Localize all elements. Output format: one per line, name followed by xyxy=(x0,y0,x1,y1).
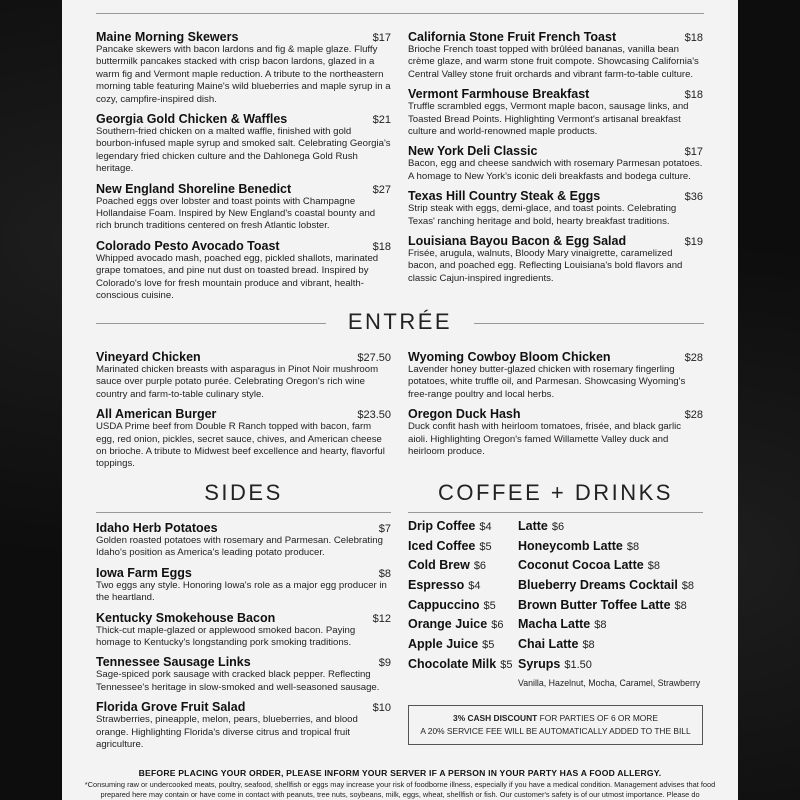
menu-item-name: Vermont Farmhouse Breakfast xyxy=(408,87,590,102)
menu-item xyxy=(408,234,703,285)
drink-item xyxy=(408,558,520,578)
menu-item-name: Texas Hill Country Steak & Eggs xyxy=(408,189,601,204)
menu-item-header xyxy=(96,350,391,364)
drink-name: Apple Juice xyxy=(408,637,479,652)
menu-item-description: Lavender honey butter-glazed chicken with rosemary fingerling potatoes, white truffle oil, and Parmesan. Showcasing Wyoming's free-range poultry and local herbs. xyxy=(408,364,686,400)
allergy-notice: BEFORE PLACING YOUR ORDER, PLEASE INFORM YOUR SERVER IF A PERSON IN YOUR PARTY HAS A FOOD ALLERGY. xyxy=(138,768,662,778)
drink-item xyxy=(408,539,520,559)
menu-item-description: USDA Prime beef from Double R Ranch topped with bacon, farm egg, red onion, pickles, secret sauce, chives, and American cheese on brioche. A tribute to Midwest beef excellence and hearty, flavorful toppings. xyxy=(96,421,385,470)
menu-item xyxy=(408,30,703,81)
menu-item-price: $10 xyxy=(372,702,391,715)
menu-item-description: Golden roasted potatoes with rosemary and Parmesan. Celebrating Idaho's position as America's leading potato producer. xyxy=(96,535,383,559)
menu-item-header xyxy=(96,566,391,580)
drink-price: $4 xyxy=(479,521,492,533)
menu-item-description: Whipped avocado mash, poached egg, pickled shallots, marinated grape tomatoes, and pine nut dust on toasted bread. Inspired by Colorado's love for fresh mountain produce and vibrant, health-conscious cuisine. xyxy=(96,252,379,302)
menu-item-name: New England Shoreline Benedict xyxy=(96,181,292,196)
menu-item xyxy=(96,350,391,401)
drink-price: $5 xyxy=(500,658,513,671)
drink-item xyxy=(408,617,520,637)
drink-name: Blueberry Dreams Cocktail xyxy=(518,578,678,593)
menu-item-description: Truffle scrambled eggs, Vermont maple bacon, sausage links, and Toasted Bread Points. Highlighting Vermont's artisanal breakfast culture and world-renowned maple products. xyxy=(408,101,689,138)
menu-item-header xyxy=(96,30,391,44)
menu-item-description: Brioche French toast topped with brûléed bananas, vanilla bean crème glaze, and warm stone fruit compote. Showcasing California's Central Valley stone fruit orchards and vibrant farm-to-table culture. xyxy=(408,44,699,80)
menu-item-price: $28 xyxy=(684,409,703,422)
drink-name: Syrups xyxy=(518,656,561,671)
menu-item xyxy=(96,655,391,694)
cash-discount-notice xyxy=(408,705,703,745)
menu-item-price: $9 xyxy=(378,657,391,670)
drink-price: $6 xyxy=(473,560,487,573)
menu-item-price: $28 xyxy=(684,352,703,364)
drink-price: $5 xyxy=(482,639,495,652)
drink-price: $8 xyxy=(594,619,607,632)
menu-item-header xyxy=(96,655,391,669)
drink-item xyxy=(518,578,708,598)
menu-item-price: $27 xyxy=(372,183,391,196)
menu-item-name: All American Burger xyxy=(96,407,217,422)
drinks-left-column xyxy=(408,519,520,677)
menu-item-price: $19 xyxy=(684,236,703,249)
menu-item-header xyxy=(408,30,703,44)
notice-line2: A 20% SERVICE FEE WILL BE AUTOMATICALLY ADDED TO THE BILL xyxy=(420,726,691,736)
sides-rule xyxy=(96,512,391,513)
menu-item-name: Maine Morning Skewers xyxy=(96,30,239,44)
menu-item-name: Iowa Farm Eggs xyxy=(96,565,192,580)
menu-item xyxy=(408,87,703,138)
breakfast-right-column xyxy=(408,30,703,291)
menu-item-header xyxy=(96,112,391,126)
menu-item-header xyxy=(96,182,391,196)
menu-item xyxy=(96,30,391,106)
drinks-right-column xyxy=(518,519,708,688)
drink-item xyxy=(518,657,708,677)
drinks-heading: COFFEE + DRINKS xyxy=(438,480,673,505)
menu-item-description: Southern-fried chicken on a malted waffle, finished with gold bourbon-infused maple syrup and smoked salt. Celebrating Georgia's legendary fried chicken culture and the Dahlonega Gold Rush heritage. xyxy=(96,126,391,175)
drink-price: $5 xyxy=(483,599,496,612)
menu-item-header xyxy=(408,189,703,203)
menu-item-header xyxy=(408,234,703,248)
drink-name: Cappuccino xyxy=(408,597,480,612)
menu-item-header xyxy=(408,87,703,101)
entree-heading: ENTRÉE xyxy=(347,309,453,334)
menu-item-name: Vineyard Chicken xyxy=(96,350,201,364)
menu-item-name: Kentucky Smokehouse Bacon xyxy=(96,610,276,625)
drink-item xyxy=(518,558,708,578)
menu-item xyxy=(96,239,391,303)
drink-price: $8 xyxy=(674,599,687,612)
menu-item-name: Wyoming Cowboy Bloom Chicken xyxy=(408,350,611,364)
menu-item-name: Tennessee Sausage Links xyxy=(96,655,251,670)
menu-item-price: $17 xyxy=(372,32,391,44)
drink-name: Honeycomb Latte xyxy=(518,538,623,553)
drink-price: $8 xyxy=(626,540,640,553)
menu-item-header xyxy=(96,611,391,625)
menu-item-header xyxy=(408,407,703,421)
drink-name: Drip Coffee xyxy=(408,519,476,533)
menu-item xyxy=(408,350,703,401)
drink-price: $5 xyxy=(479,540,492,553)
menu-item-description: Bacon, egg and cheese sandwich with rosemary Parmesan potatoes. A homage to New York's iconic deli breakfasts and bodega culture. xyxy=(408,158,703,182)
drink-name: Chocolate Milk xyxy=(408,656,497,671)
menu-item-price: $8 xyxy=(378,567,391,580)
sides-column xyxy=(96,521,391,757)
drink-name: Brown Butter Toffee Latte xyxy=(518,597,671,612)
drink-item xyxy=(408,578,520,598)
drink-name: Latte xyxy=(518,519,548,533)
menu-item-name: New York Deli Classic xyxy=(408,144,538,159)
menu-item-name: Oregon Duck Hash xyxy=(408,407,521,422)
menu-item xyxy=(96,112,391,176)
entree-left-column xyxy=(96,350,391,477)
menu-item-description: Strip steak with eggs, demi-glace, and toast points. Celebrating Texas' ranching heritage and bold, hearty breakfast traditions. xyxy=(408,203,677,227)
menu-item-description: Sage-spiced pork sausage with cracked black pepper. Reflecting Tennessee's heritage in slow-smoked and well-seasoned sausage. xyxy=(96,669,380,693)
menu-item-price: $21 xyxy=(372,114,391,127)
menu-item-header xyxy=(96,239,391,253)
menu-item-name: Florida Grove Fruit Salad xyxy=(96,700,246,715)
menu-item-description: Marinated chicken breasts with asparagus in Pinot Noir mushroom sauce over purple potato purée. Celebrating Oregon's rich wine country and farm-to-table culinary style. xyxy=(96,364,379,400)
drink-price: $8 xyxy=(582,639,595,652)
drink-name: Orange Juice xyxy=(408,617,488,632)
food-safety-disclaimer: *Consuming raw or undercooked meats, poultry, seafood, shellfish or eggs may increase your risk of foodborne illness, especially if you have a medical condition. Management advises that food prepared here may contain or have come in contact with peanuts, tree nuts, soybeans, milk, eggs, wheat, shellfish or fish. Our customer's safety is of our utmost importance. Please do xyxy=(84,780,716,799)
menu-item-price: $18 xyxy=(684,89,703,102)
drink-price: $6 xyxy=(491,619,504,632)
menu-item xyxy=(96,521,391,560)
menu-item-price: $36 xyxy=(684,191,703,204)
menu-item xyxy=(96,566,391,605)
drink-name: Espresso xyxy=(408,578,465,593)
menu-item-price: $27.50 xyxy=(357,352,391,364)
menu-item-description: Pancake skewers with bacon lardons and fig & maple glaze. Fluffy buttermilk pancakes stacked with crisp bacon lardons, glazed in a warm fig and Vermont maple reduction. A tribute to the northeastern morning table featuring Maine's wild blueberries and maple syrup in a cozy, campfire-inspired dish. xyxy=(96,44,391,105)
menu-item-price: $23.50 xyxy=(357,409,391,422)
menu-item-description: Poached eggs over lobster and toast points with Champagne Hollandaise Foam. Inspired by New England's coastal bounty and rich brunch traditions centered on fresh Atlantic lobster. xyxy=(96,195,376,232)
drink-item xyxy=(518,617,708,637)
entree-rule-right xyxy=(474,323,704,324)
menu-item-name: Colorado Pesto Avocado Toast xyxy=(96,238,280,253)
drink-item xyxy=(408,657,520,677)
drink-price: $6 xyxy=(551,521,565,533)
drink-price: $4 xyxy=(468,580,481,593)
menu-item-header xyxy=(408,144,703,158)
drink-item xyxy=(408,598,520,618)
menu-item-price: $7 xyxy=(378,523,391,535)
breakfast-left-column xyxy=(96,30,391,309)
menu-item-price: $18 xyxy=(372,240,391,253)
menu-item-description: Duck confit hash with heirloom tomatoes, frisée, and black garlic aioli. Highlighting Oregon's famed Willamette Valley duck and heirloom produce. xyxy=(408,421,682,458)
menu-item-price: $17 xyxy=(684,146,703,159)
drink-item xyxy=(518,539,708,559)
menu-item-description: Strawberries, pineapple, melon, pears, blueberries, and blood orange. Highlighting Florida's diverse citrus and tropical fruit agriculture. xyxy=(96,714,358,751)
drinks-rule xyxy=(408,512,703,513)
drink-name: Iced Coffee xyxy=(408,538,476,553)
menu-item xyxy=(408,407,703,458)
menu-item-name: Georgia Gold Chicken & Waffles xyxy=(96,112,288,127)
menu-sheet xyxy=(62,0,738,800)
menu-item-name: Idaho Herb Potatoes xyxy=(96,521,218,535)
drink-item xyxy=(518,598,708,618)
menu-item xyxy=(96,407,391,471)
drink-price: $8 xyxy=(681,580,695,593)
menu-item-name: Louisiana Bayou Bacon & Egg Salad xyxy=(408,234,627,249)
menu-item-price: $18 xyxy=(684,32,703,44)
menu-item-price: $12 xyxy=(372,612,391,625)
drink-price: $8 xyxy=(647,560,660,573)
menu-item-header xyxy=(96,407,391,421)
drink-name: Coconut Cocoa Latte xyxy=(518,558,644,573)
menu-item xyxy=(96,700,391,751)
menu-item xyxy=(96,182,391,233)
menu-item-description: Frisée, arugula, walnuts, Bloody Mary vinaigrette, caramelized bacon, and poached egg. Reflecting Louisiana's bold flavors and classic Cajun-inspired ingredients. xyxy=(408,248,683,284)
menu-item-name: California Stone Fruit French Toast xyxy=(408,30,617,44)
menu-item-description: Two eggs any style. Honoring Iowa's role as a major egg producer in the heartland. xyxy=(96,579,387,604)
menu-item xyxy=(96,611,391,650)
drink-name: Chai Latte xyxy=(518,637,579,652)
notice-bold: 3% CASH DISCOUNT xyxy=(453,713,538,723)
top-divider xyxy=(96,13,704,14)
notice-line1: FOR PARTIES OF 6 OR MORE xyxy=(537,713,658,723)
menu-item xyxy=(408,189,703,228)
entree-right-column xyxy=(408,350,703,464)
drink-price: $1.50 xyxy=(564,658,592,671)
menu-item xyxy=(408,144,703,183)
drink-item xyxy=(408,637,520,657)
menu-item-header xyxy=(96,521,391,535)
drink-item xyxy=(408,519,520,539)
drink-item xyxy=(518,637,708,657)
menu-item-header xyxy=(96,700,391,714)
syrup-flavors: Vanilla, Hazelnut, Mocha, Caramel, Strawberry xyxy=(518,677,701,688)
drink-name: Macha Latte xyxy=(518,617,591,632)
sides-heading: SIDES xyxy=(204,480,283,505)
drink-item xyxy=(518,519,708,539)
menu-item-header xyxy=(408,350,703,364)
menu-item-description: Thick-cut maple-glazed or applewood smoked bacon. Paying homage to Kentucky's longstanding pork smoking traditions. xyxy=(96,624,356,649)
drink-name: Cold Brew xyxy=(408,558,470,573)
